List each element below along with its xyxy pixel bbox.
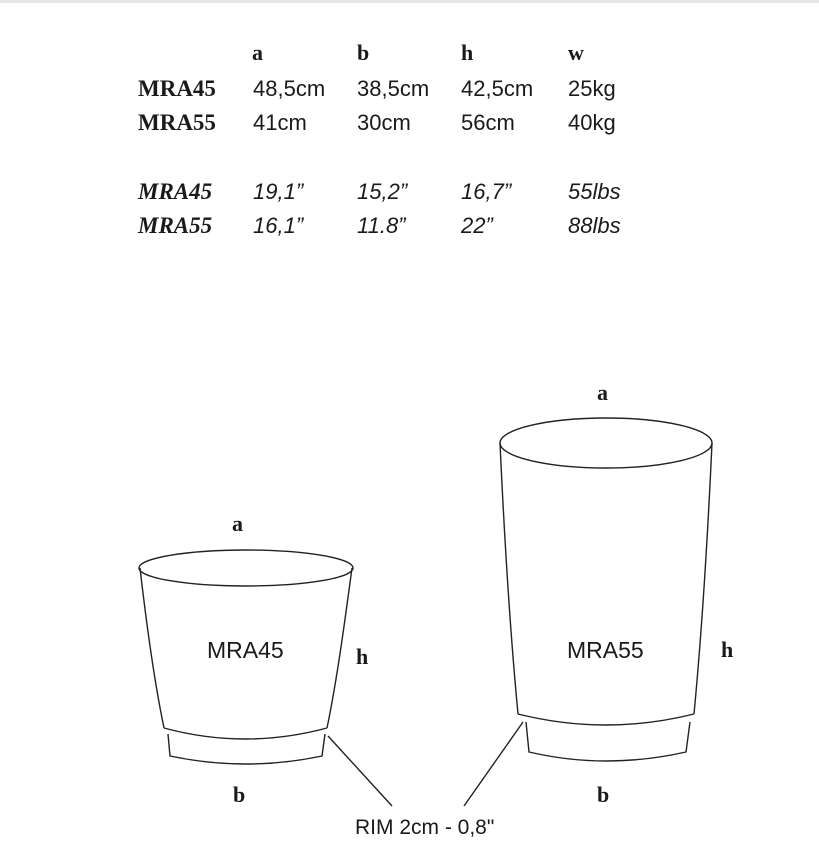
small-pot-b-label: b <box>233 782 246 807</box>
cell-value: 38,5cm <box>357 76 430 101</box>
cell-value: 48,5cm <box>253 76 326 101</box>
cell-value: 30cm <box>357 110 411 135</box>
small-pot-h-label: h <box>356 644 369 669</box>
header-a: a <box>252 40 263 65</box>
cell-value: 40kg <box>568 110 616 135</box>
large-pot-shape <box>500 418 712 761</box>
row-model-mra45-metric: MRA45 <box>138 76 216 101</box>
cell-value: 16,7” <box>461 179 512 204</box>
cell-value: 88lbs <box>568 213 621 238</box>
header-w: w <box>568 40 584 65</box>
cell-value: 19,1” <box>253 179 304 204</box>
header-b: b <box>357 40 370 65</box>
row-model-mra55-metric: MRA55 <box>138 110 216 135</box>
header-h: h <box>461 40 474 65</box>
cell-value: 11.8” <box>357 213 406 238</box>
small-pot-a-label: a <box>232 511 243 536</box>
row-model-mra45-imperial: MRA45 <box>138 179 213 204</box>
cell-value: 15,2” <box>357 179 408 204</box>
rim-note: RIM 2cm - 0,8" <box>355 816 495 839</box>
cell-value: 55lbs <box>568 179 621 204</box>
small-pot-name: MRA45 <box>207 637 284 663</box>
large-pot-name: MRA55 <box>567 637 644 663</box>
cell-value: 22” <box>461 213 493 238</box>
row-model-mra55-imperial: MRA55 <box>138 213 213 238</box>
cell-value: 25kg <box>568 76 616 101</box>
rim-leader-left <box>328 736 392 806</box>
cell-value: 42,5cm <box>461 76 534 101</box>
large-pot-b-label: b <box>597 782 610 807</box>
rim-leader-right <box>464 722 523 806</box>
cell-value: 16,1” <box>253 213 304 238</box>
large-pot-a-label: a <box>597 380 608 405</box>
cell-value: 41cm <box>253 110 307 135</box>
cell-value: 56cm <box>461 110 515 135</box>
large-pot-h-label: h <box>721 637 734 662</box>
